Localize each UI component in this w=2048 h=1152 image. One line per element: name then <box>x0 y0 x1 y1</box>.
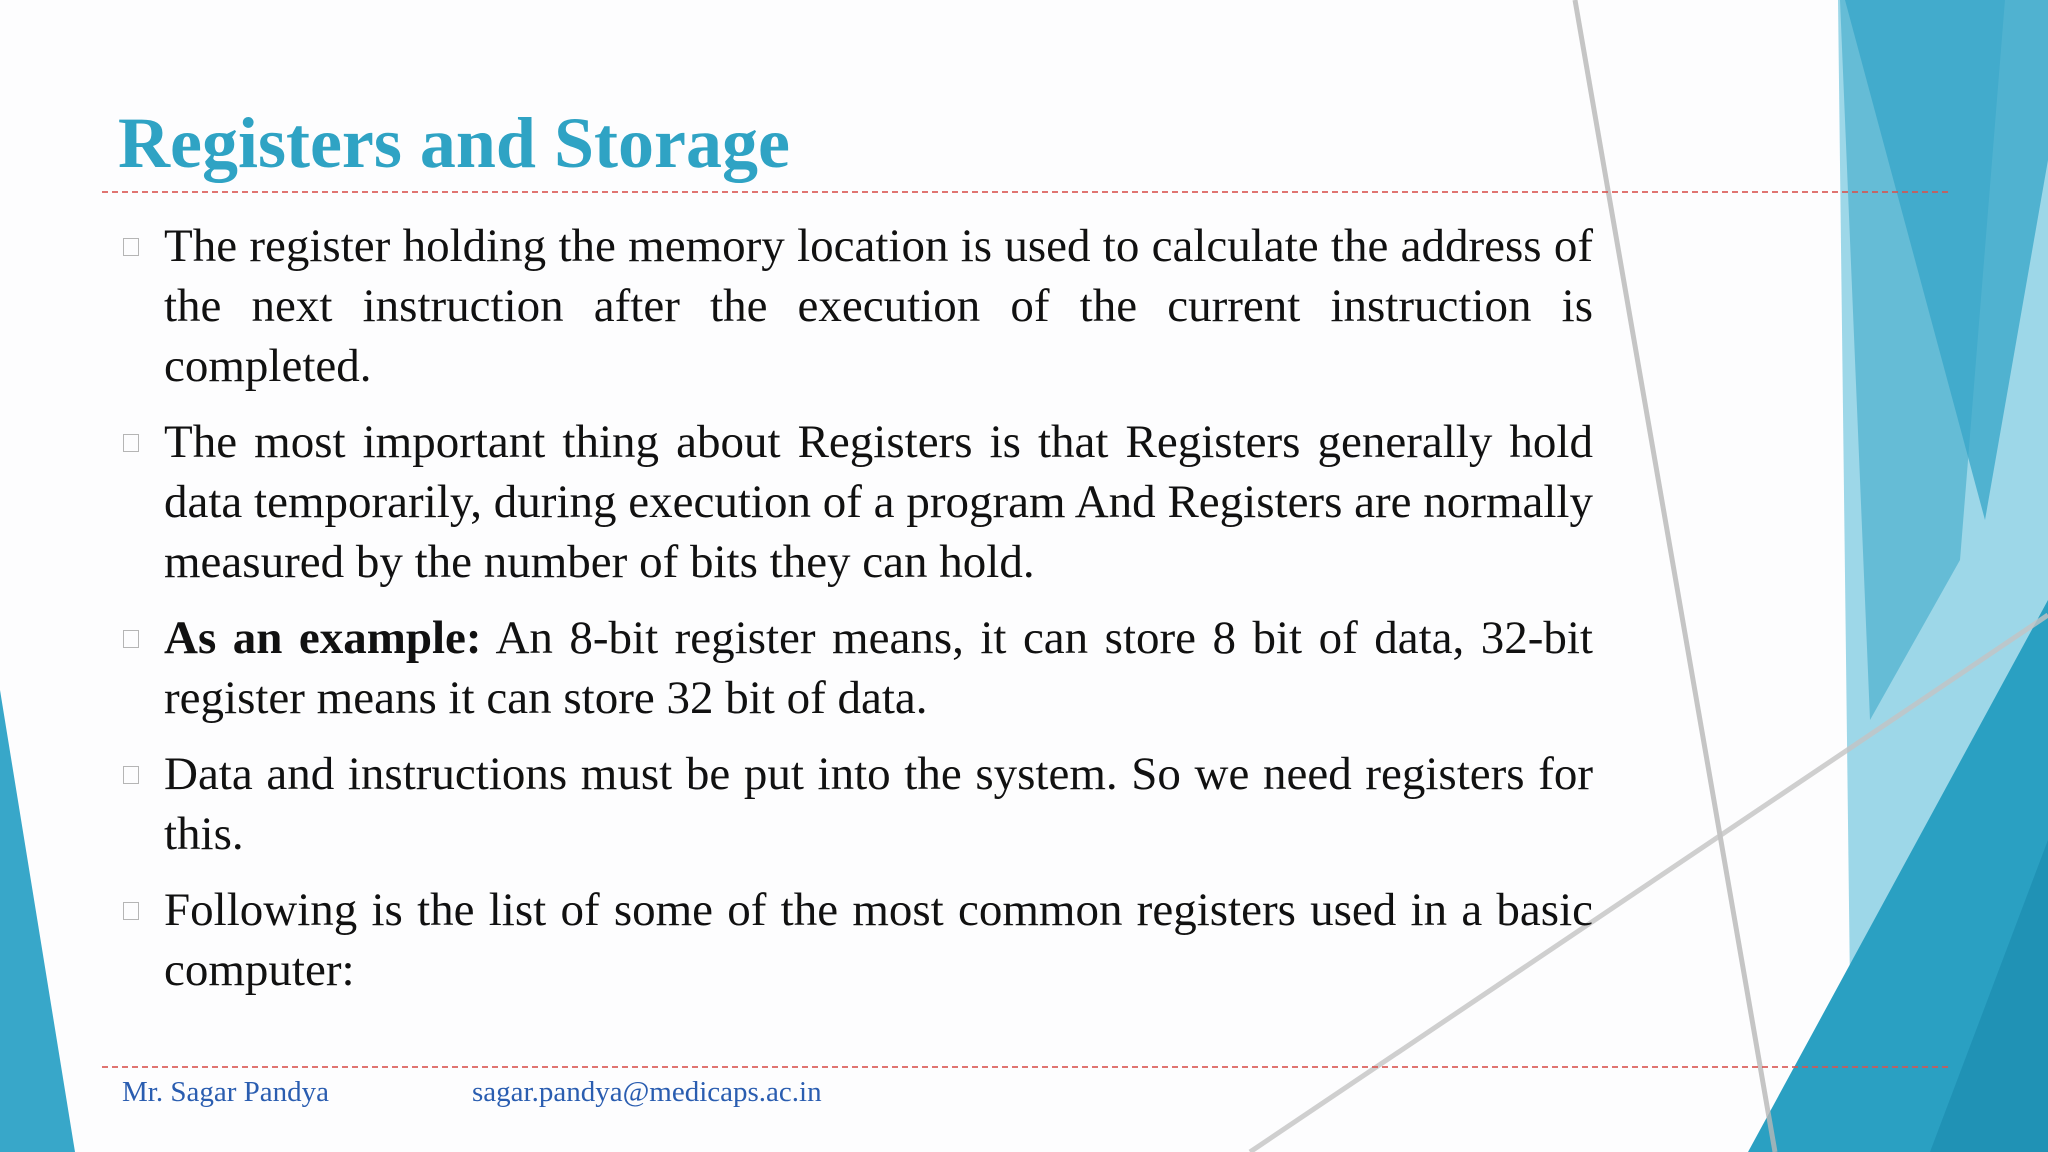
bullet-item <box>118 608 1593 728</box>
bullet-text: Following is the list of some of the most common registers used in a basic computer: <box>164 884 1593 996</box>
footer-author: Mr. Sagar Pandya <box>122 1076 329 1108</box>
bullet-text: Data and instructions must be put into the system. So we need registers for this. <box>164 748 1593 860</box>
bullet-item <box>118 412 1593 592</box>
bullet-item <box>118 880 1593 1000</box>
bullet-item <box>118 744 1593 864</box>
checkbox-square-icon <box>123 238 139 256</box>
bullet-item <box>118 216 1593 396</box>
diagonal-line-steep <box>1575 0 1775 1152</box>
checkbox-square-icon <box>123 434 139 452</box>
left-panel <box>0 690 75 1152</box>
bullet-list <box>118 216 1593 1016</box>
slide-title: Registers and Storage <box>118 103 790 183</box>
checkbox-square-icon <box>123 766 139 784</box>
footer-divider <box>102 1066 1948 1068</box>
bullet-text: The most important thing about Registers is that Registers generally hold data temporarily, during execution of a program And Registers are normally measured by the number of bits they can hold. <box>164 416 1593 588</box>
footer-email: sagar.pandya@medicaps.ac.in <box>472 1076 822 1108</box>
bullet-lead: As an example: <box>164 612 482 664</box>
bullet-text: The register holding the memory location is used to calculate the address of the next instruction after the execution of the current instruction is completed. <box>164 220 1593 392</box>
checkbox-square-icon <box>123 630 139 648</box>
bullet-text: An 8-bit register means, it can store 8 bit of data, 32-bit register means it can store 32 bit of data. <box>164 612 1593 724</box>
title-divider <box>102 191 1948 193</box>
checkbox-square-icon <box>123 902 139 920</box>
